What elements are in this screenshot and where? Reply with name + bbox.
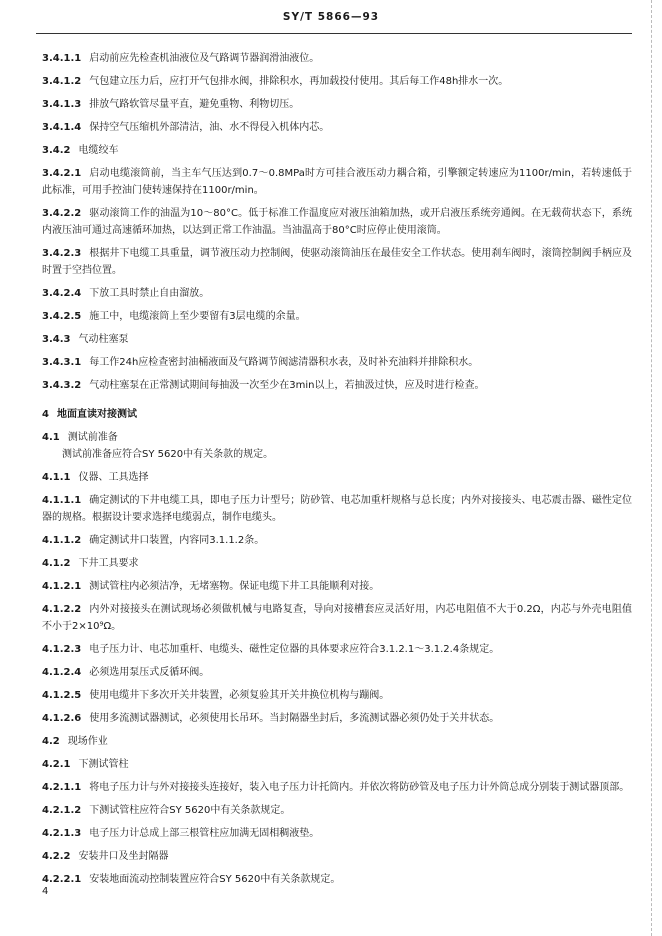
section-4-2-1: [42, 756, 632, 773]
document-body: [42, 50, 632, 888]
clause-number: 4.1.1.1: [42, 495, 82, 506]
clause-number: 3.4.2.2: [42, 208, 82, 219]
clause-text: 测试管柱内必须洁净，无堵塞物。保证电缆下井工具能顺利对接。: [89, 581, 380, 592]
clause-number: 3.4.3.2: [42, 380, 82, 391]
clause-text: 气包建立压力后，应打开气包排水阀，排除积水，再加载投付使用。其后每工作48h排水一次。: [89, 76, 509, 87]
clause-3-4-3-2: [42, 377, 632, 394]
clause-number: 3.4.2.3: [42, 248, 82, 259]
section-number: 4.2: [42, 736, 60, 747]
section-title: 下测试管柱: [78, 759, 129, 770]
clause-text: 使用电缆井下多次开关井装置，必须复验其开关井换位机构与蹦阀。: [89, 690, 390, 701]
clause-4-1-1-1: [42, 492, 632, 526]
clause-4-1-2-1: [42, 578, 632, 595]
clause-text: 下放工具时禁止自由溜放。: [89, 288, 210, 299]
clause-number: 4.2.1.2: [42, 805, 82, 816]
section-3-4-3: [42, 331, 632, 348]
clause-text: 根据井下电缆工具重量，调节液压动力控制阀，使驱动滚筒油压在最佳安全工作状态。使用刹车阀时，滚筒控制阀手柄应及时置于空挡位置。: [42, 248, 632, 276]
clause-text: 使用多流测试器测试，必须使用长吊环。当封隔器坐封后，多流测试器必须仍处于关井状态。: [89, 713, 500, 724]
section-title: 下井工具要求: [78, 558, 139, 569]
section-number: 3.4.3: [42, 334, 71, 345]
section-number: 4.2.1: [42, 759, 71, 770]
clause-3-4-2-3: [42, 245, 632, 279]
clause-number: 4.1.2.1: [42, 581, 82, 592]
section-number: 4.1.2: [42, 558, 71, 569]
section-4-1-2: [42, 555, 632, 572]
clause-text: 启动前应先检查机油液位及气路调节器润滑油液位。: [89, 53, 320, 64]
clause-text: 保持空气压缩机外部清洁，油、水不得侵入机体内芯。: [89, 122, 330, 133]
clause-3-4-3-1: [42, 354, 632, 371]
page-header: SY/T 5866—93: [282, 11, 380, 23]
clause-number: 3.4.1.1: [42, 53, 82, 64]
clause-number: 4.1.2.6: [42, 713, 82, 724]
clause-4-1-2-2: [42, 601, 632, 635]
clause-number: 4.1.2.4: [42, 667, 82, 678]
clause-3-4-2-1: [42, 165, 632, 199]
chapter-4-heading: [42, 406, 632, 423]
header-divider: [36, 33, 632, 34]
clause-number: 4.2.1.3: [42, 828, 82, 839]
clause-number: 4.1.2.3: [42, 644, 82, 655]
clause-number: 3.4.2.4: [42, 288, 82, 299]
clause-text: 确定测试的下井电缆工具，即电子压力计型号；防砂管、电芯加重杆规格与总长度；内外对接接头、电芯震击器、磁性定位器的规格。根据设计要求选择电缆弱点，制作电缆头。: [42, 495, 632, 523]
clause-4-2-2-1: [42, 871, 632, 888]
clause-4-1-2-3: [42, 641, 632, 658]
clause-text: 安装地面流动控制装置应符合SY 5620中有关条款规定。: [89, 874, 341, 885]
section-number: 4.1: [42, 432, 60, 443]
clause-3-4-2-2: [42, 205, 632, 239]
section-number: 4.2.2: [42, 851, 71, 862]
clause-4-1-2-6: [42, 710, 632, 727]
clause-number: 3.4.2.1: [42, 168, 82, 179]
clause-3-4-1-3: [42, 96, 632, 113]
clause-4-2-1-3: [42, 825, 632, 842]
section-title: 测试前准备: [67, 432, 118, 443]
clause-text: 电子压力计总成上部三根管柱应加满无固相稠液垫。: [89, 828, 320, 839]
clause-text: 每工作24h应检查密封油桶液面及气路调节阀滤清器积水表，及时补充油料并排除积水。: [89, 357, 479, 368]
clause-number: 3.4.3.1: [42, 357, 82, 368]
section-3-4-2: [42, 142, 632, 159]
clause-text: 排放气路软管尽量平直，避免重物、利物切压。: [89, 99, 300, 110]
clause-number: 4.1.2.2: [42, 604, 82, 615]
clause-text: 电子压力计、电芯加重杆、电缆头、磁性定位器的具体要求应符合3.1.2.1～3.1.2.4条规定。: [89, 644, 500, 655]
section-number: 3.4.2: [42, 145, 71, 156]
section-title: 电缆绞车: [78, 145, 119, 156]
clause-number: 4.1.2.5: [42, 690, 82, 701]
section-number: 4.1.1: [42, 472, 71, 483]
section-title: 气动柱塞泵: [78, 334, 129, 345]
clause-text: 下测试管柱应符合SY 5620中有关条款规定。: [89, 805, 291, 816]
chapter-number: 4: [42, 409, 49, 420]
clause-text: 气动柱塞泵在正常测试期间每抽汲一次至少在3min以上，若抽汲过快，应及时进行检查。: [89, 380, 485, 391]
paragraph-4-1-intro: 测试前准备应符合SY 5620中有关条款的规定。: [62, 449, 274, 460]
clause-number: 3.4.1.4: [42, 122, 82, 133]
clause-3-4-1-4: [42, 119, 632, 136]
section-4-1-1: [42, 469, 632, 486]
clause-3-4-1-1: [42, 50, 632, 67]
clause-text: 驱动滚筒工作的油温为10～80°C。低于标准工作温度应对液压油箱加热，或开启液压系统旁通阀。在无载荷状态下，系统内液压油可通过高速循环加热，以达到正常工作油温。当油温高于80°C时应停止使用滚筒。: [42, 208, 632, 236]
clause-text: 内外对接接头在测试现场必须做机械与电路复查，导向对接槽套应灵活好用，内芯电阻值不大于0.2Ω，内芯与外壳电阻值不小于2×10⁹Ω。: [42, 604, 632, 632]
clause-4-1-2-5: [42, 687, 632, 704]
clause-text: 将电子压力计与外对接接头连接好，装入电子压力计托筒内。并依次将防砂管及电子压力计外筒总成分别装于测试器顶部。: [89, 782, 630, 793]
section-title: 仪器、工具选择: [78, 472, 149, 483]
section-4-1: [42, 429, 632, 446]
section-title: 安装井口及坐封隔器: [78, 851, 169, 862]
clause-number: 4.2.1.1: [42, 782, 82, 793]
section-4-2-2: [42, 848, 632, 865]
clause-number: 3.4.1.3: [42, 99, 82, 110]
page-number: 4: [42, 886, 49, 897]
clause-number: 4.2.2.1: [42, 874, 82, 885]
section-4-2: [42, 733, 632, 750]
clause-3-4-2-5: [42, 308, 632, 325]
clause-3-4-2-4: [42, 285, 632, 302]
clause-4-2-1-1: [42, 779, 632, 796]
clause-4-1-2-4: [42, 664, 632, 681]
clause-text: 必须选用泵压式反循环阀。: [89, 667, 210, 678]
clause-4-1-1-2: [42, 532, 632, 549]
clause-number: 3.4.2.5: [42, 311, 82, 322]
clause-4-2-1-2: [42, 802, 632, 819]
clause-number: 4.1.1.2: [42, 535, 82, 546]
clause-3-4-1-2: [42, 73, 632, 90]
chapter-title: 地面直读对接测试: [56, 409, 137, 420]
clause-text: 启动电缆滚筒前，当主车气压达到0.7～0.8MPa时方可挂合液压动力耦合箱，引擎额定转速应为1100r/min，若转速低于此标准，可用手控油门使转速保持在1100r/min。: [42, 168, 632, 196]
clause-text: 施工中，电缆滚筒上至少要留有3层电缆的余量。: [89, 311, 306, 322]
scan-edge-divider: [650, 0, 652, 936]
section-title: 现场作业: [67, 736, 108, 747]
clause-number: 3.4.1.2: [42, 76, 82, 87]
clause-text: 确定测试井口装置，内容同3.1.1.2条。: [89, 535, 265, 546]
